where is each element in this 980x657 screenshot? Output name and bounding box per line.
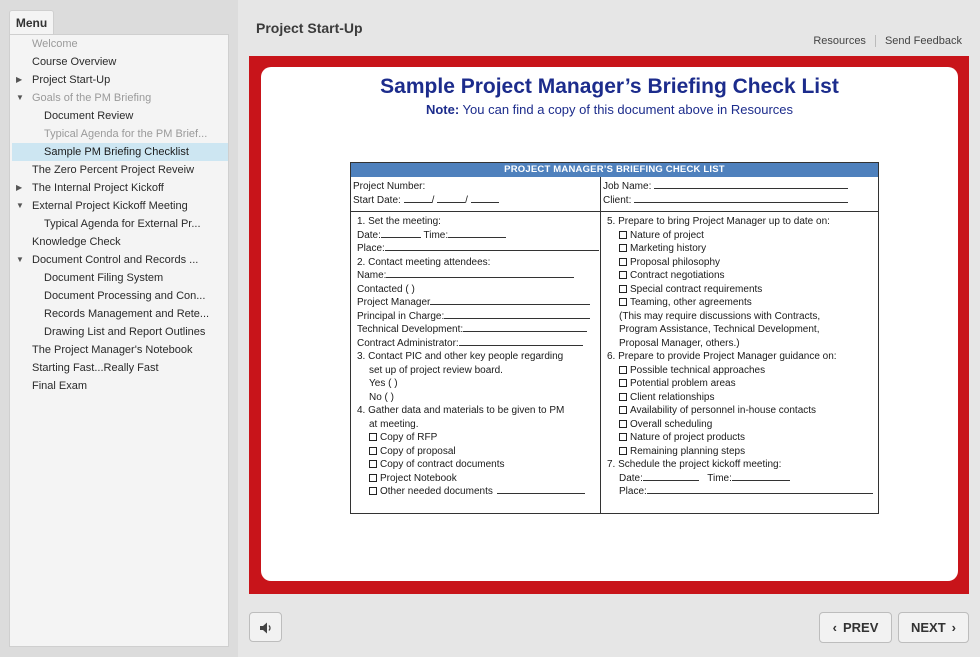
menu-item-label: Project Start-Up	[32, 74, 111, 86]
checkbox-label: Project Notebook	[380, 472, 457, 484]
caret-down-icon: ▼	[16, 201, 24, 210]
menu-item-label: Records Management and Rete...	[44, 308, 210, 320]
checkbox-icon[interactable]	[619, 285, 627, 293]
checklist-info-right	[601, 177, 878, 211]
checkbox-icon[interactable]	[619, 244, 627, 252]
menu-item-label: Goals of the PM Briefing	[32, 92, 152, 104]
menu-item[interactable]	[12, 323, 228, 341]
caret-right-icon: ▶	[16, 183, 23, 192]
menu-item[interactable]	[12, 287, 228, 305]
link-separator	[875, 35, 876, 47]
menu-item-label: Document Processing and Con...	[44, 290, 206, 302]
note-label: Note:	[425, 102, 460, 117]
contract-admin-line	[357, 337, 600, 351]
menu-item[interactable]	[12, 197, 228, 215]
menu-item-label: The Project Manager's Notebook	[32, 344, 193, 356]
menu-item[interactable]	[12, 251, 228, 269]
checkbox-label: Overall scheduling	[630, 418, 713, 430]
contract-admin-label: Contract Administrator:	[357, 337, 459, 349]
menu-item[interactable]	[12, 71, 228, 89]
checkbox-item	[607, 445, 878, 459]
checkbox-icon[interactable]	[369, 460, 377, 468]
checkbox-item	[357, 445, 600, 459]
checkbox-label: Remaining planning steps	[630, 445, 746, 457]
checkbox-label: Copy of RFP	[380, 432, 438, 443]
audio-button[interactable]	[249, 612, 282, 642]
checkbox-item	[357, 431, 600, 445]
checkbox-label: Copy of contract documents	[380, 459, 505, 470]
checkbox-label: Nature of project	[630, 229, 704, 241]
checkbox-icon[interactable]	[369, 447, 377, 455]
checkbox-item	[607, 418, 878, 432]
menu-item[interactable]	[12, 143, 228, 161]
caret-down-icon: ▼	[16, 255, 24, 264]
menu-item-label: Document Review	[44, 110, 134, 122]
start-date-label: Start Date:	[353, 194, 401, 206]
note-line-1: (This may require discussions with Contracts,	[619, 310, 821, 322]
attendee-name	[357, 269, 600, 283]
next-button[interactable]	[898, 612, 969, 643]
menu-item-label: Welcome	[32, 38, 78, 50]
menu-item-label: Document Filing System	[44, 272, 164, 284]
checkbox-item	[607, 377, 878, 391]
menu-item[interactable]	[12, 161, 228, 179]
checkbox-icon[interactable]	[619, 298, 627, 306]
menu-item-label: Document Control and Records ...	[32, 254, 199, 266]
chevron-left-icon: ‹	[832, 620, 837, 635]
caret-right-icon: ▶	[16, 75, 23, 84]
job-name-label: Job Name:	[603, 181, 652, 192]
menu-item[interactable]	[12, 89, 228, 107]
principal-label: Principal in Charge:	[357, 310, 445, 322]
checkbox-label: Contract negotiations	[630, 270, 725, 281]
menu-panel	[9, 34, 229, 647]
checkbox-icon[interactable]	[619, 231, 627, 239]
kickoff-time-label: Time:	[707, 472, 732, 484]
checklist-info-left	[351, 177, 601, 211]
checkbox-icon[interactable]	[619, 271, 627, 279]
checkbox-icon[interactable]	[619, 258, 627, 266]
project-number-line	[353, 180, 600, 194]
checkbox-item	[607, 391, 878, 405]
chevron-right-icon: ›	[951, 620, 956, 635]
menu-item[interactable]	[12, 269, 228, 287]
slide-title: Sample Project Manager’s Briefing Check List	[380, 75, 839, 98]
menu-item[interactable]	[12, 107, 228, 125]
menu-item[interactable]	[12, 35, 228, 53]
resources-link[interactable]: Resources	[813, 35, 866, 47]
checkbox-icon[interactable]	[619, 393, 627, 401]
checkbox-icon[interactable]	[619, 366, 627, 374]
checkbox-label: Potential problem areas	[630, 378, 736, 389]
tech-dev-label: Technical Development:	[357, 324, 464, 335]
materials-checklist	[357, 431, 600, 499]
kickoff-date-label: Date:	[619, 472, 643, 484]
next-label: NEXT	[910, 620, 946, 635]
item-4b: at meeting.	[369, 418, 419, 430]
menu-item-label: Typical Agenda for the PM Brief...	[44, 128, 208, 140]
checkbox-item	[607, 364, 878, 378]
checkbox-label: Proposal philosophy	[630, 256, 721, 268]
caret-down-icon: ▼	[16, 93, 24, 102]
update-checklist	[607, 229, 878, 310]
checkbox-label: Special contract requirements	[630, 283, 763, 295]
menu-list	[12, 35, 228, 395]
menu-item-label: Knowledge Check	[32, 236, 121, 248]
tech-dev-line	[357, 323, 600, 337]
checklist-right-column	[601, 212, 878, 513]
checkbox-label: Teaming, other agreements	[630, 297, 752, 308]
speaker-icon	[259, 621, 273, 635]
item-4a: 4. Gather data and materials to be given to PM	[357, 405, 565, 416]
menu-item-label: The Internal Project Kickoff	[32, 182, 164, 194]
menu-item[interactable]	[12, 53, 228, 71]
contacted-line: Contacted ( )	[357, 283, 415, 295]
menu-tab[interactable]: Menu	[9, 10, 54, 35]
sidebar	[0, 0, 238, 657]
checkbox-icon[interactable]	[619, 406, 627, 414]
project-manager-label: Project Manager	[357, 297, 431, 308]
guidance-checklist	[607, 364, 878, 459]
checkbox-icon[interactable]	[619, 447, 627, 455]
checkbox-icon[interactable]	[369, 433, 377, 441]
checkbox-item	[607, 283, 878, 297]
checkbox-item	[607, 242, 878, 256]
checkbox-item	[357, 472, 600, 486]
menu-item[interactable]	[12, 125, 228, 143]
item-3b: set up of project review board.	[369, 364, 503, 376]
name-label: Name:	[357, 270, 387, 281]
menu-item-label: Course Overview	[32, 56, 117, 68]
yes-line: Yes ( )	[369, 378, 398, 389]
checkbox-label: Availability of personnel in-house contacts	[630, 405, 817, 416]
time-label: Time:	[423, 229, 449, 241]
slide-content	[261, 67, 958, 581]
send-feedback-link[interactable]: Send Feedback	[884, 35, 962, 47]
meeting-date-time	[357, 229, 600, 243]
checkbox-label: Nature of project products	[630, 432, 746, 443]
menu-item[interactable]	[12, 359, 228, 377]
note-line-2: Program Assistance, Technical Development,	[619, 324, 820, 335]
checkbox-icon[interactable]	[369, 474, 377, 482]
checkbox-label: Client relationships	[630, 391, 715, 403]
checklist-info-row	[351, 177, 878, 212]
menu-item-label: Sample PM Briefing Checklist	[44, 146, 189, 158]
item-5: 5. Prepare to bring Project Manager up to date on:	[607, 216, 830, 227]
project-number-label: Project Number:	[353, 181, 426, 192]
date-label: Date:	[357, 229, 381, 241]
menu-item[interactable]	[12, 179, 228, 197]
meeting-place	[357, 242, 600, 256]
checkbox-item	[607, 404, 878, 418]
briefing-checklist	[350, 162, 879, 514]
checkbox-item	[607, 229, 878, 243]
menu-item[interactable]	[12, 305, 228, 323]
menu-item-label: Final Exam	[32, 380, 88, 392]
menu-item[interactable]	[12, 377, 228, 395]
kickoff-date-time	[607, 472, 878, 486]
client-line	[603, 194, 878, 208]
checkbox-icon[interactable]	[619, 420, 627, 428]
checklist-header: PROJECT MANAGER’S BRIEFING CHECK LIST	[351, 163, 878, 177]
place-label: Place:	[357, 243, 385, 254]
item-3a: 3. Contact PIC and other key people regarding	[357, 351, 564, 362]
prev-label: PREV	[842, 620, 879, 635]
top-links	[813, 35, 962, 47]
menu-item-label: External Project Kickoff Meeting	[32, 200, 188, 212]
item-2: 2. Contact meeting attendees:	[357, 256, 491, 268]
item-6: 6. Prepare to provide Project Manager guidance on:	[607, 351, 837, 362]
project-manager-line	[357, 296, 600, 310]
item-1: 1. Set the meeting:	[357, 216, 441, 227]
start-date-line: Start Date: / /	[353, 194, 600, 208]
menu-item[interactable]	[12, 233, 228, 251]
page-title: Project Start-Up	[256, 20, 363, 36]
checkbox-label: Possible technical approaches	[630, 364, 766, 376]
job-name-line	[603, 180, 878, 194]
checkbox-icon[interactable]	[619, 379, 627, 387]
checkbox-item	[607, 256, 878, 270]
prev-button[interactable]	[819, 612, 892, 643]
menu-item-label: Typical Agenda for External Pr...	[44, 218, 201, 230]
checkbox-label: Marketing history	[630, 243, 707, 254]
kickoff-place-label: Place:	[619, 486, 647, 497]
menu-item[interactable]	[12, 341, 228, 359]
menu-item-label: Drawing List and Report Outlines	[44, 326, 206, 338]
checkbox-icon[interactable]	[619, 433, 627, 441]
checkbox-label: Copy of proposal	[380, 445, 456, 457]
slide-note	[261, 102, 958, 117]
checkbox-item	[607, 431, 878, 445]
checkbox-item	[357, 485, 600, 499]
menu-item-label: Starting Fast...Really Fast	[32, 362, 159, 374]
checkbox-item	[357, 458, 600, 472]
slide-frame	[249, 56, 969, 594]
no-line: No ( )	[369, 391, 394, 403]
menu-item-label: The Zero Percent Project Reveiw	[32, 164, 195, 176]
kickoff-place	[607, 485, 878, 499]
menu-item[interactable]	[12, 215, 228, 233]
checkbox-icon[interactable]	[369, 487, 377, 495]
checklist-left-column	[351, 212, 601, 513]
checkbox-item	[607, 296, 878, 310]
checkbox-item	[607, 269, 878, 283]
checkbox-label: Other needed documents	[380, 486, 493, 497]
client-label: Client:	[603, 194, 632, 206]
principal-line	[357, 310, 600, 324]
note-text: You can find a copy of this document above in Resources	[459, 102, 794, 117]
note-line-3: Proposal Manager, others.)	[619, 337, 740, 349]
checklist-body	[351, 212, 878, 513]
item-7: 7. Schedule the project kickoff meeting:	[607, 459, 782, 470]
